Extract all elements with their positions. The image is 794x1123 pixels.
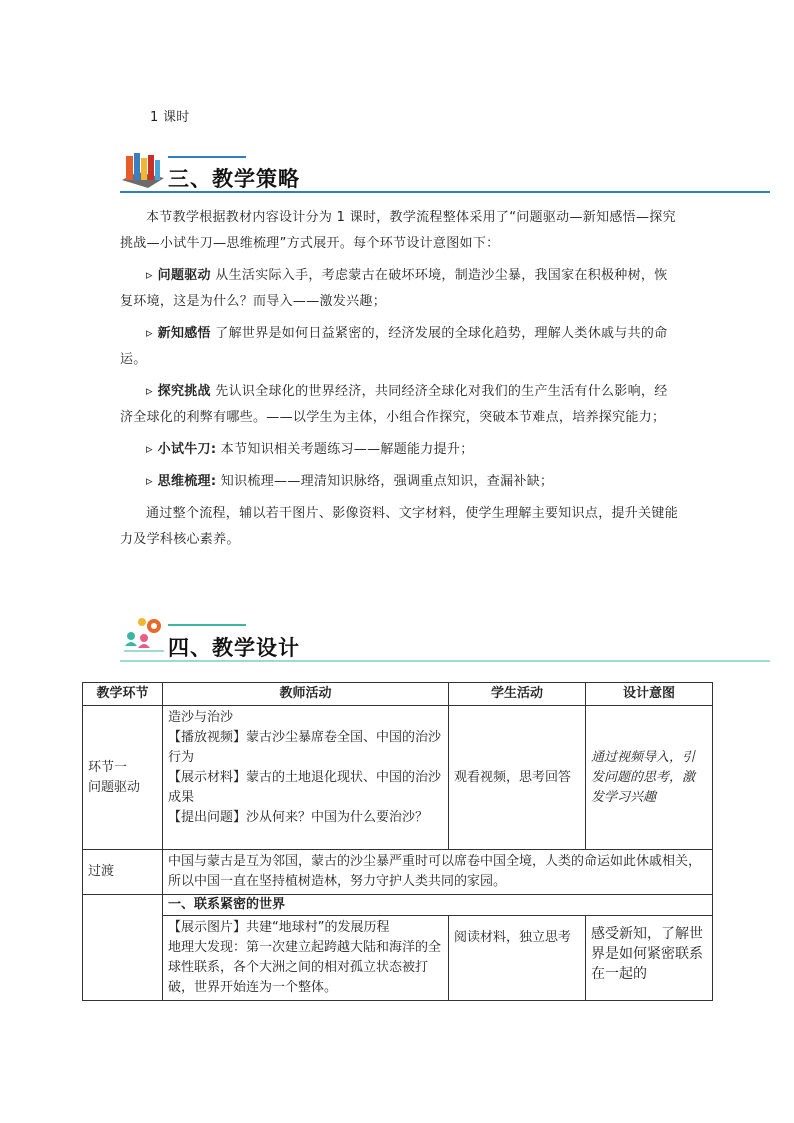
strategy-item [120, 437, 680, 463]
strategy-item-text: 从生活实际入手，考虑蒙古在破坏环境，制造沙尘暴，我国家在积极种树，恢复环境，这是为什么？而导入——激发兴趣； [120, 268, 668, 309]
strategy-item-text: 了解世界是如何日益紧密的，经济发展的全球化趋势，理解人类休戚与共的命运。 [120, 326, 668, 367]
teaching-design-table [82, 682, 713, 1001]
stage-cell: 过渡 [83, 850, 163, 895]
strategy-item-label: ▹ 思维梳理: [146, 474, 217, 489]
strategy-closing: 通过整个流程，辅以若干图片、影像资料、文字材料，使学生理解主要知识点，提升关键能力及学科核心素养。 [120, 506, 679, 547]
strategy-item-label: ▹ 新知感悟 [146, 326, 211, 341]
table-row [83, 850, 713, 895]
strategy-item [120, 321, 680, 373]
section-3-title: 三、教学策略 [168, 167, 300, 191]
strategy-item [120, 263, 680, 315]
intent-cell: 通过视频导入，引发问题的思考，激发学习兴趣 [586, 706, 713, 850]
books-icon [118, 150, 168, 190]
teacher-cell: 造沙与治沙 【播放视频】蒙古沙尘暴席卷全国、中国的治沙行为 【展示材料】蒙古的土地退化现状、中国的治沙成果 【提出问题】沙从何来？中国为什么要治沙？ [163, 706, 449, 850]
table-row [83, 916, 713, 1001]
teacher-cell: 【展示图片】共建“地球村”的发展历程 地理大发现：第一次建立起跨越大陆和海洋的全球性联系，各个大洲之间的相对孤立状态被打破，世界开始连为一个整体。 [163, 916, 449, 1001]
header-teacher: 教师活动 [163, 683, 449, 706]
title-overline [168, 156, 246, 158]
strategy-item [120, 379, 680, 431]
title-overline [168, 624, 246, 626]
section-4-title: 四、教学设计 [168, 636, 300, 660]
section-3-rule [120, 191, 770, 193]
lesson-duration: 1 课时 [150, 110, 190, 125]
section-4-rule [120, 660, 770, 662]
strategy-item-label: ▹ 探究挑战 [146, 384, 211, 399]
student-cell: 阅读材料，独立思考 [449, 916, 586, 1001]
header-student: 学生活动 [449, 683, 586, 706]
strategy-item [120, 469, 680, 495]
strategy-item-text: 知识梳理——理清知识脉络，强调重点知识，查漏补缺； [220, 474, 554, 489]
header-intent: 设计意图 [586, 683, 713, 706]
strategy-item-label: ▹ 问题驱动 [146, 268, 211, 283]
strategy-item-text: 本节知识相关考题练习——解题能力提升； [220, 442, 474, 457]
strategy-item-text: 先认识全球化的世界经济，共同经济全球化对我们的生产生活有什么影响，经济全球化的利弊有哪些。——以学生为主体，小组合作探究，突破本节难点，培养探究能力； [120, 384, 668, 425]
strategy-item-label: ▹ 小试牛刀: [146, 442, 217, 457]
intent-cell: 感受新知，了解世界是如何紧密联系在一起的 [586, 916, 713, 1001]
stage-cell: 环节一 问题驱动 [83, 706, 163, 850]
people-gears-icon [122, 616, 168, 656]
section-3-body [120, 205, 680, 553]
transition-cell: 中国与蒙古是互为邻国，蒙古的沙尘暴严重时可以席卷中国全境，人类的命运如此休戚相关，所以中国一直在坚持植树造林，努力守护人类共同的家园。 [163, 850, 713, 895]
header-stage: 教学环节 [83, 683, 163, 706]
table-header-row [83, 683, 713, 706]
table-row [83, 895, 713, 916]
student-cell: 观看视频，思考回答 [449, 706, 586, 850]
subsection-heading: 一、联系紧密的世界 [163, 895, 713, 916]
stage-cell [83, 895, 163, 1001]
strategy-intro: 本节教学根据教材内容设计分为 1 课时，教学流程整体采用了“问题驱动—新知感悟—探究挑战—小试牛刀—思维梳理”方式展开。每个环节设计意图如下： [120, 210, 676, 251]
table-row [83, 706, 713, 850]
